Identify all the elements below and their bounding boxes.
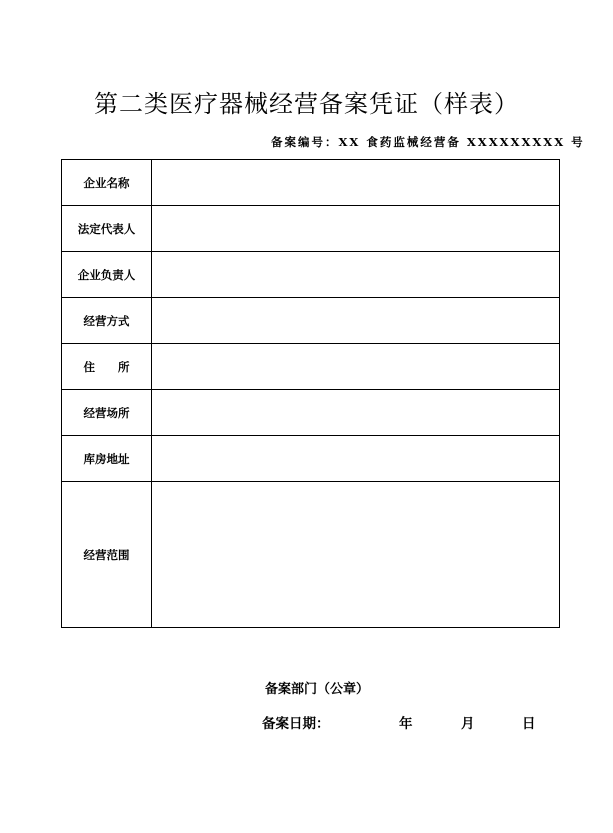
field-value-warehouse-address[interactable] bbox=[152, 436, 560, 482]
field-value-domicile[interactable] bbox=[152, 344, 560, 390]
table-row bbox=[62, 160, 560, 206]
field-label-person-in-charge: 企业负责人 bbox=[62, 252, 152, 298]
field-value-business-scope[interactable] bbox=[152, 482, 560, 628]
field-value-business-mode[interactable] bbox=[152, 298, 560, 344]
field-value-legal-representative[interactable] bbox=[152, 206, 560, 252]
table-row bbox=[62, 436, 560, 482]
field-value-person-in-charge[interactable] bbox=[152, 252, 560, 298]
field-label-domicile: 住 所 bbox=[62, 344, 152, 390]
table-row bbox=[62, 298, 560, 344]
table-row bbox=[62, 344, 560, 390]
field-label-business-premises: 经营场所 bbox=[62, 390, 152, 436]
field-value-company-name[interactable] bbox=[152, 160, 560, 206]
filing-date-label: 备案日期： bbox=[262, 716, 330, 732]
date-day-label: 日 bbox=[522, 716, 536, 732]
table-row bbox=[62, 390, 560, 436]
field-value-business-premises[interactable] bbox=[152, 390, 560, 436]
field-label-business-mode: 经营方式 bbox=[62, 298, 152, 344]
filing-department-seal: 备案部门（公章） bbox=[265, 682, 370, 697]
table-row bbox=[62, 206, 560, 252]
table-row bbox=[62, 252, 560, 298]
table-row bbox=[62, 482, 560, 628]
field-label-legal-representative: 法定代表人 bbox=[62, 206, 152, 252]
document-title: 第二类医疗器械经营备案凭证（样表） bbox=[94, 90, 519, 118]
field-label-company-name: 企业名称 bbox=[62, 160, 152, 206]
date-month-label: 月 bbox=[461, 716, 475, 732]
registration-number: 备案编号：XX 食药监械经营备 XXXXXXXXX 号 bbox=[271, 135, 585, 149]
field-label-warehouse-address: 库房地址 bbox=[62, 436, 152, 482]
filing-form-table bbox=[61, 159, 560, 628]
field-label-business-scope: 经营范围 bbox=[62, 482, 152, 628]
date-year-label: 年 bbox=[399, 716, 413, 732]
